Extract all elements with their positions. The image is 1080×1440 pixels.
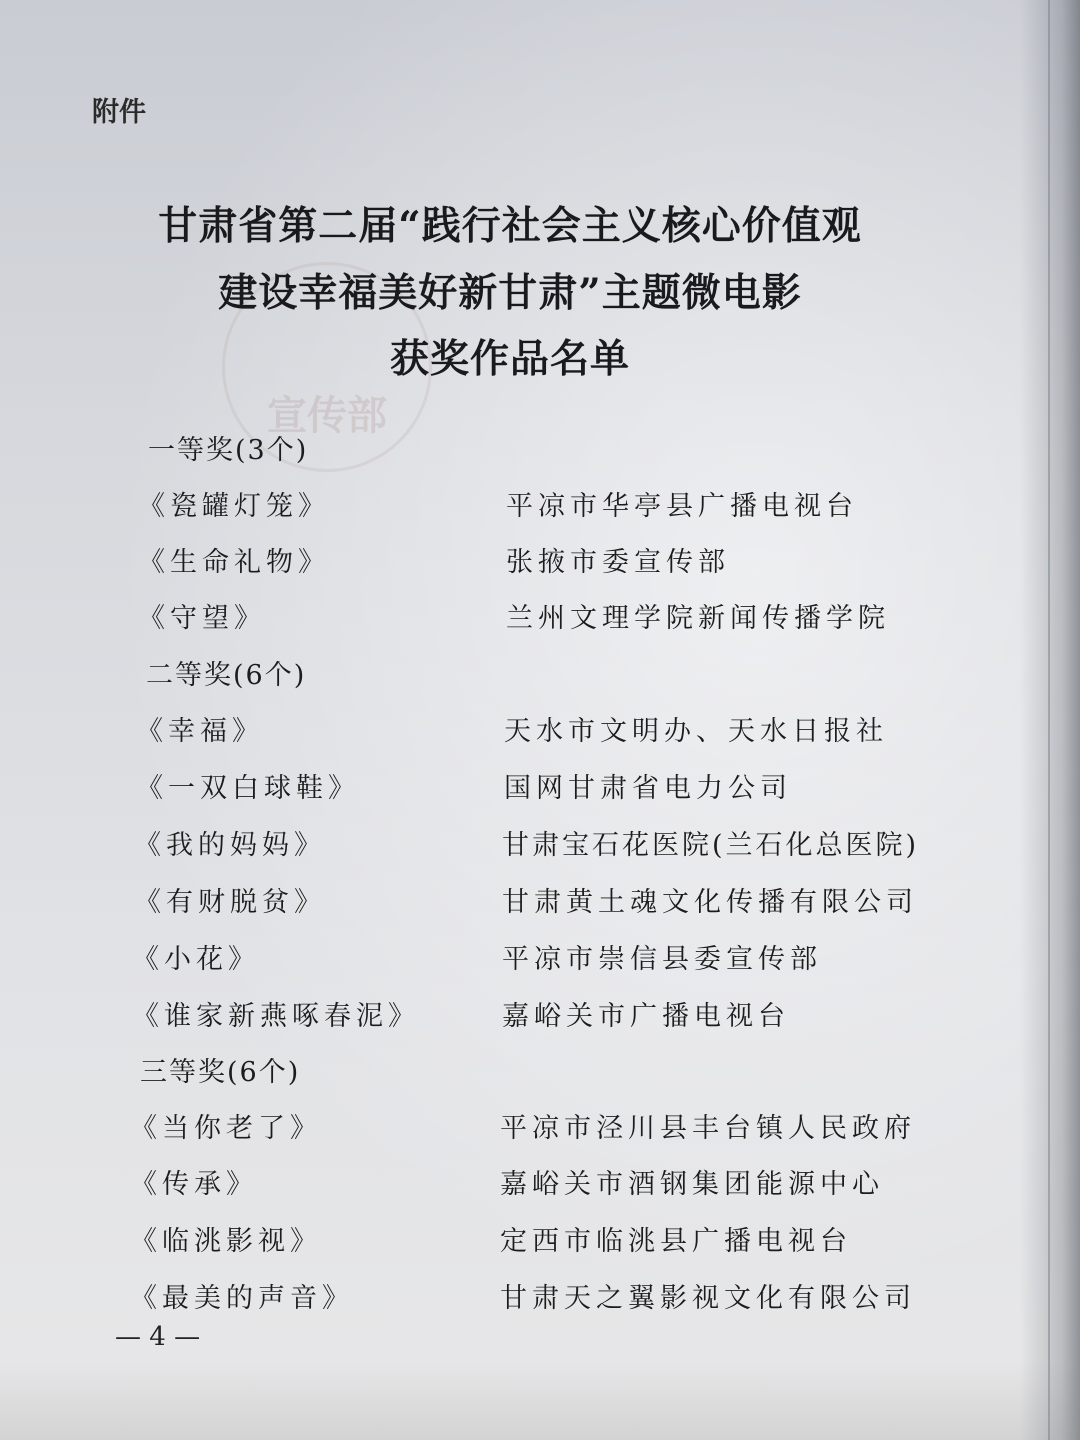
work-organization: 国网甘肃省电力公司 — [504, 773, 792, 804]
work-organization: 嘉峪关市酒钢集团能源中心 — [500, 1169, 884, 1200]
work-organization: 甘肃天之翼影视文化有限公司 — [500, 1283, 916, 1314]
work-organization: 定西市临洮县广播电视台 — [500, 1226, 852, 1257]
work-organization: 甘肃黄土魂文化传播有限公司 — [502, 887, 918, 918]
work-title: 《生命礼物》 — [138, 547, 330, 578]
title-line-3: 获奖作品名单 — [389, 336, 630, 382]
work-organization: 张掖市委宣传部 — [506, 547, 730, 578]
page-number: — 4 — — [115, 1322, 201, 1352]
work-organization: 平凉市崇信县委宣传部 — [502, 944, 822, 975]
work-title: 《当你老了》 — [130, 1113, 322, 1144]
work-title: 《小花》 — [132, 944, 260, 975]
work-title: 《最美的声音》 — [130, 1283, 354, 1314]
work-title: 《我的妈妈》 — [134, 830, 326, 861]
work-title: 《一双白球鞋》 — [136, 773, 360, 804]
work-organization: 平凉市泾川县丰台镇人民政府 — [500, 1113, 916, 1144]
work-title: 《谁家新燕啄春泥》 — [132, 1001, 420, 1032]
bottom-shadow — [0, 1360, 1080, 1440]
section-heading-third-prize: 三等奖(6个) — [140, 1057, 301, 1088]
work-title: 《瓷罐灯笼》 — [138, 491, 330, 522]
work-title: 《守望》 — [138, 603, 266, 634]
stamp-text: 宣传部 — [267, 392, 387, 439]
work-organization: 兰州文理学院新闻传播学院 — [506, 603, 890, 634]
work-title: 《幸福》 — [136, 716, 264, 747]
title-line-2: 建设幸福美好新甘肃”主题微电影 — [218, 270, 802, 316]
work-organization: 天水市文明办、天水日报社 — [504, 716, 888, 747]
work-title: 《有财脱贫》 — [134, 887, 326, 918]
work-organization: 嘉峪关市广播电视台 — [502, 1001, 790, 1032]
attachment-label: 附件 — [92, 97, 146, 128]
page-edge-shadow — [1020, 0, 1080, 1440]
work-title: 《临洮影视》 — [130, 1226, 322, 1257]
work-organization: 平凉市华亭县广播电视台 — [506, 491, 858, 522]
section-heading-second-prize: 二等奖(6个) — [146, 660, 307, 691]
work-title: 《传承》 — [130, 1169, 258, 1200]
title-line-1: 甘肃省第二届“践行社会主义核心价值观 — [158, 203, 862, 249]
section-heading-first-prize: 一等奖(3个) — [148, 435, 309, 466]
page-edge — [1048, 0, 1050, 1440]
work-organization: 甘肃宝石花医院(兰石化总医院) — [502, 830, 920, 861]
